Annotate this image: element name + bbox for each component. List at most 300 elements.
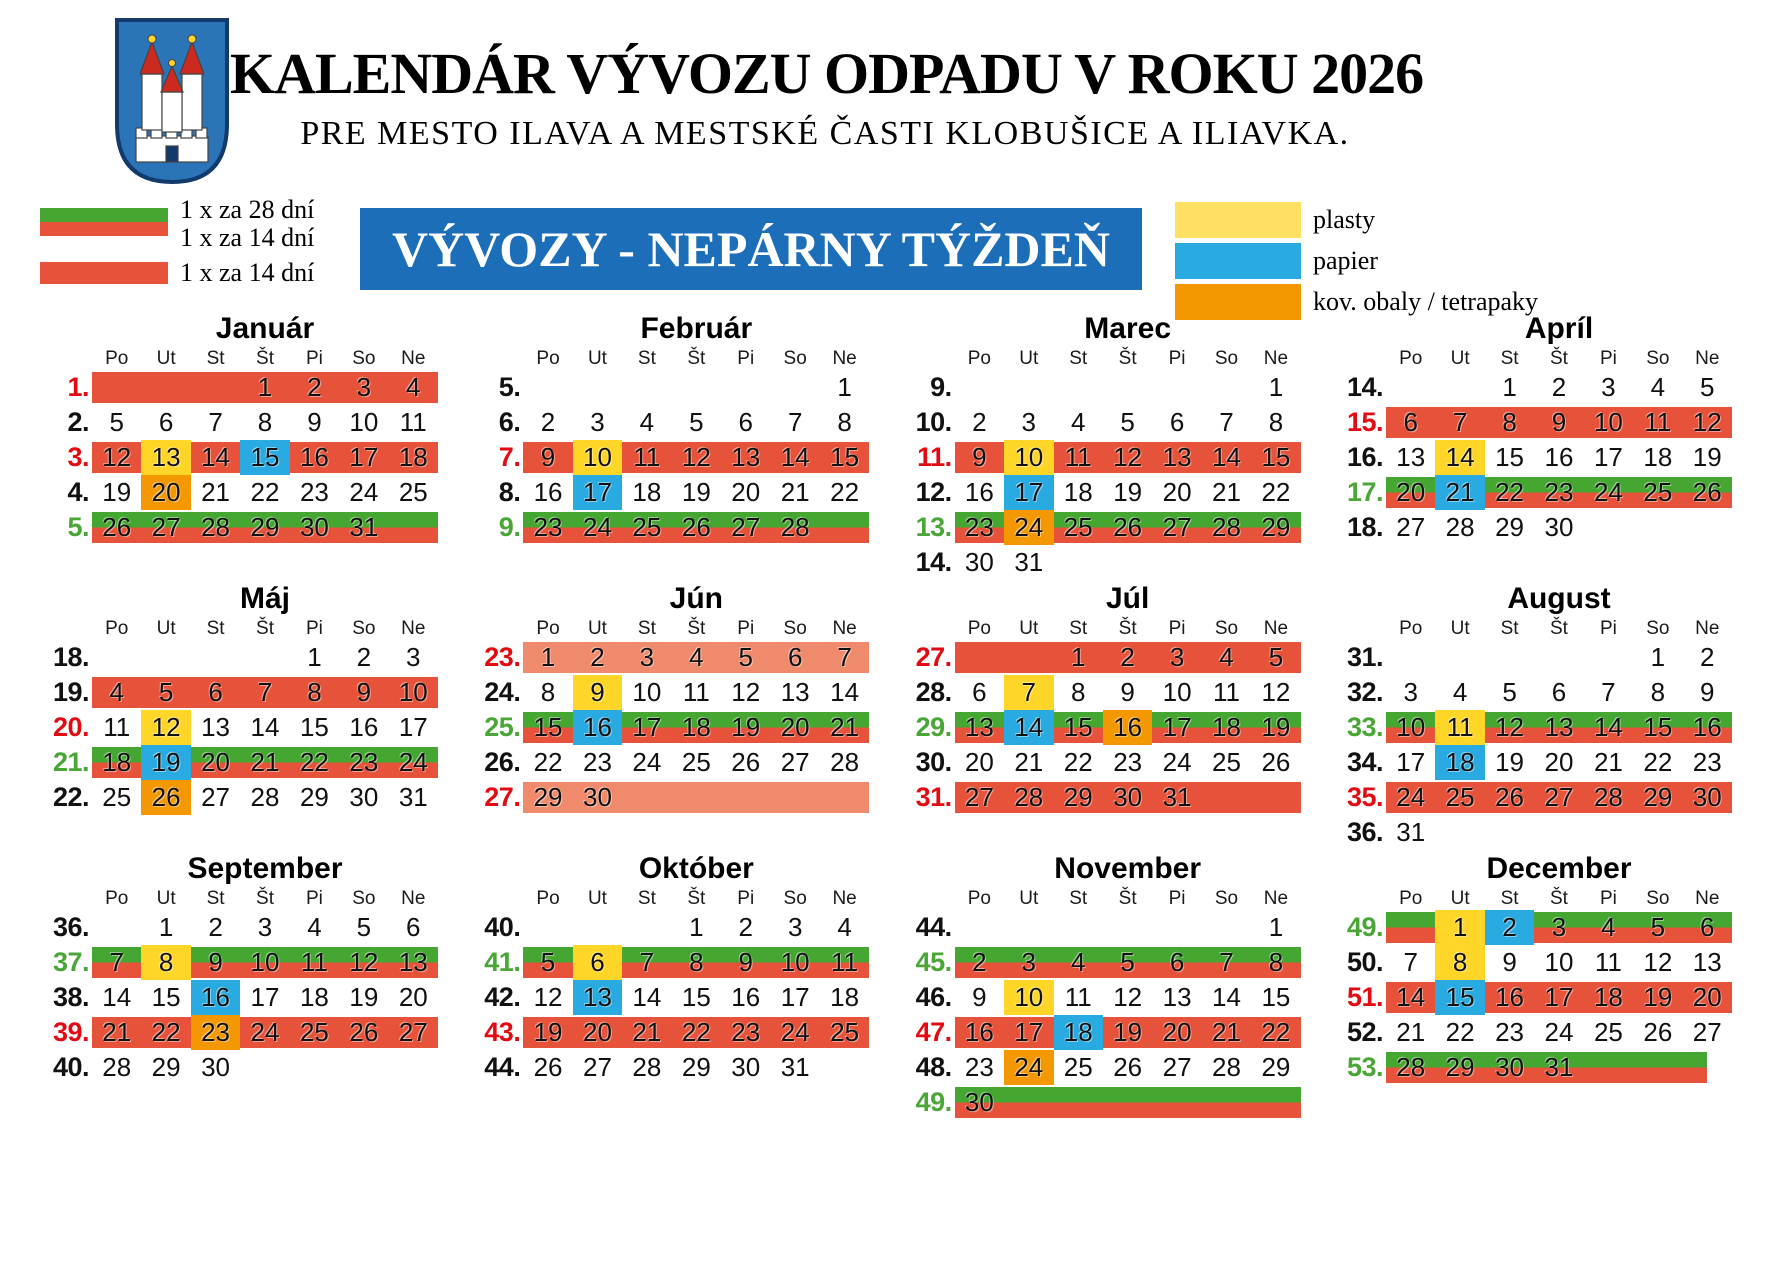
day-cell: 3 [1021, 407, 1037, 437]
day-cell: 27 [780, 747, 810, 777]
week-number: 31. [1346, 642, 1383, 672]
day-cell: 5 [738, 642, 753, 672]
day-header-pi: Pi [737, 888, 755, 909]
legend-row-plasty [1175, 202, 1538, 238]
day-cell: 9 [540, 442, 556, 472]
day-cell: 1 [257, 372, 273, 402]
month-október [477, 852, 869, 1087]
day-cell: 28 [201, 512, 231, 542]
day-cell: 6 [590, 947, 605, 977]
day-cell: 21 [1445, 477, 1475, 507]
day-cell [1202, 372, 1251, 403]
month-title: September [187, 852, 343, 885]
day-header-št: Št [687, 348, 706, 369]
day-cell: 9 [1551, 407, 1567, 437]
week-row [909, 477, 1301, 508]
day-cell: 5 [1120, 947, 1135, 977]
week-number: 36. [52, 912, 89, 942]
week-row [477, 677, 869, 708]
week-number: 26. [484, 747, 521, 777]
day-cell: 1 [689, 912, 704, 942]
day-cell: 20 [1162, 477, 1192, 507]
day-cell: 23 [1692, 747, 1722, 777]
day-cell: 22 [830, 477, 860, 507]
day-cell [141, 642, 190, 673]
day-cell: 20 [583, 1017, 612, 1047]
day-cell [1103, 912, 1152, 943]
day-cell: 5 [356, 912, 372, 942]
day-cell: 12 [1113, 982, 1143, 1012]
week-row [909, 712, 1301, 743]
week-number: 30. [915, 747, 952, 777]
day-cell: 29 [1063, 782, 1093, 812]
day-cell: 21 [201, 477, 231, 507]
day-cell: 24 [398, 747, 428, 777]
day-cell: 21 [1212, 477, 1241, 507]
day-cell: 27 [1692, 1017, 1722, 1047]
day-header-ne: Ne [1263, 618, 1289, 639]
day-cell: 28 [780, 512, 810, 542]
day-cell: 1 [1452, 912, 1468, 942]
day-cell: 17 [583, 477, 612, 507]
day-cell [92, 912, 141, 943]
day-cell: 4 [109, 677, 124, 707]
day-cell: 11 [682, 677, 710, 707]
day-header-row [477, 618, 869, 642]
day-cell: 8 [257, 407, 273, 437]
day-cell: 23 [533, 512, 563, 542]
day-cell: 22 [1495, 477, 1524, 507]
month-title: Október [638, 852, 754, 885]
week-row [1340, 1052, 1732, 1083]
day-cell: 20 [780, 712, 810, 742]
day-cell: 20 [964, 747, 994, 777]
day-cell: 2 [540, 407, 556, 437]
legend-section [0, 188, 1778, 316]
day-cell: 3 [406, 642, 421, 672]
day-cell: 1 [837, 372, 852, 402]
day-cell: 27 [583, 1052, 612, 1082]
day-cell: 17 [780, 982, 810, 1012]
day-header-st: St [1500, 348, 1519, 369]
day-header-row [909, 348, 1301, 372]
day-header-pi: Pi [1599, 618, 1617, 639]
day-cell [92, 642, 141, 673]
day-cell: 14 [201, 442, 231, 472]
legend-row-kovy [1175, 284, 1538, 320]
day-cell: 7 [1403, 947, 1418, 977]
month-august [1340, 582, 1732, 852]
day-cell: 26 [1692, 477, 1722, 507]
day-header-pi: Pi [737, 618, 755, 639]
day-cell: 22 [1445, 1017, 1475, 1047]
day-cell: 23 [964, 512, 994, 542]
week-number: 14. [1346, 372, 1383, 402]
day-cell: 17 [632, 712, 662, 742]
week-number: 13. [915, 512, 952, 542]
day-cell [1251, 1087, 1300, 1118]
day-cell [1103, 1087, 1152, 1118]
day-cell: 24 [1014, 1052, 1044, 1082]
day-cell [955, 642, 1004, 673]
day-cell: 14 [1014, 712, 1044, 742]
dow-spacer [477, 888, 523, 912]
week-row [909, 947, 1301, 978]
day-cell: 29 [1643, 782, 1673, 812]
day-cell: 20 [731, 477, 761, 507]
day-cell: 27 [964, 782, 994, 812]
week-number: 50. [1346, 947, 1383, 977]
day-cell: 9 [590, 677, 605, 707]
page-subtitle: PRE MESTO ILAVA A MESTSKÉ ČASTI KLOBUŠICE A ILIAVKA. [300, 115, 1350, 152]
day-cell: 17 [250, 982, 280, 1012]
day-cell: 1 [1502, 372, 1517, 402]
day-cell [1202, 1087, 1251, 1118]
day-header-ne: Ne [1695, 888, 1720, 909]
day-cell: 21 [780, 477, 810, 507]
day-header-ut: Ut [156, 888, 176, 909]
papier-label: papier [1313, 246, 1378, 275]
day-header-row [46, 348, 438, 372]
day-header-ne: Ne [1695, 618, 1720, 639]
day-cell [1103, 547, 1152, 578]
day-cell: 7 [1601, 677, 1616, 707]
week-row [46, 912, 438, 943]
week-number: 10. [915, 407, 952, 437]
week-number: 33. [1346, 712, 1383, 742]
day-header-pi: Pi [305, 348, 323, 369]
day-cell [1054, 372, 1103, 403]
day-cell: 27 [1544, 782, 1574, 812]
legend-red-bar [40, 222, 168, 236]
day-header-so: So [783, 618, 807, 639]
day-header-pi: Pi [737, 348, 755, 369]
day-cell: 29 [1261, 1052, 1291, 1082]
papier-swatch [1175, 243, 1301, 279]
week-row [477, 712, 869, 743]
day-cell: 8 [307, 677, 322, 707]
week-row [909, 912, 1301, 943]
day-cell: 1 [158, 912, 174, 942]
day-header-st: St [1069, 618, 1088, 639]
day-header-ne: Ne [401, 888, 426, 909]
day-cell: 7 [1219, 407, 1234, 437]
day-cell: 29 [250, 512, 280, 542]
dow-spacer [46, 888, 92, 912]
day-header-st: St [1069, 888, 1088, 909]
week-row [1340, 407, 1732, 438]
day-cell: 31 [1544, 1052, 1574, 1082]
month-február [477, 312, 869, 547]
day-cell: 19 [1261, 712, 1291, 742]
day-cell: 10 [1396, 712, 1426, 742]
day-cell: 3 [1403, 677, 1418, 707]
week-row [909, 677, 1301, 708]
week-row [1340, 512, 1732, 543]
week-row [909, 1017, 1301, 1048]
day-header-row [1340, 348, 1732, 372]
day-cell: 29 [151, 1052, 181, 1082]
day-cell: 23 [1544, 477, 1574, 507]
day-cell [573, 372, 622, 403]
week-row [909, 642, 1301, 673]
week-number: 49. [1346, 912, 1383, 942]
day-cell: 23 [964, 1052, 994, 1082]
week-number: 38. [52, 982, 89, 1012]
day-cell: 18 [102, 747, 132, 777]
day-cell: 19 [1113, 1017, 1143, 1047]
day-cell: 21 [102, 1017, 132, 1047]
day-cell: 25 [830, 1017, 860, 1047]
dow-spacer [909, 888, 955, 912]
day-cell: 16 [964, 1017, 994, 1047]
day-cell [672, 372, 721, 403]
week-number: 35. [1346, 782, 1383, 812]
day-cell: 5 [1502, 677, 1517, 707]
day-cell [1152, 547, 1201, 578]
day-cell: 31 [1162, 782, 1192, 812]
day-cell: 16 [299, 442, 329, 472]
day-header-st: St [206, 348, 225, 369]
week-number: 23. [484, 642, 521, 672]
day-cell: 26 [533, 1052, 563, 1082]
day-cell: 26 [349, 1017, 379, 1047]
week-row [46, 512, 438, 543]
day-cell: 13 [201, 712, 231, 742]
day-cell: 6 [1700, 912, 1715, 942]
week-row [1340, 912, 1732, 943]
day-cell: 23 [731, 1017, 761, 1047]
day-header-pi: Pi [1168, 348, 1186, 369]
day-cell: 28 [1593, 782, 1623, 812]
week-number: 48. [915, 1052, 952, 1082]
day-cell: 6 [1169, 407, 1185, 437]
day-cell: 29 [1445, 1052, 1475, 1082]
day-header-ut: Ut [1019, 888, 1039, 909]
week-number: 16. [1346, 442, 1383, 472]
week-number: 27. [915, 642, 952, 672]
week-row [477, 442, 869, 473]
day-cell: 13 [780, 677, 810, 707]
month-title: August [1507, 582, 1611, 615]
week-row [1340, 947, 1732, 978]
day-cell: 19 [349, 982, 379, 1012]
day-cell: 19 [1643, 982, 1673, 1012]
day-cell: 29 [1261, 512, 1291, 542]
day-cell: 25 [1593, 1017, 1623, 1047]
day-cell: 6 [208, 677, 223, 707]
day-cell: 17 [1396, 747, 1426, 777]
day-cell: 29 [681, 1052, 711, 1082]
day-cell: 2 [738, 912, 753, 942]
day-cell: 23 [1495, 1017, 1524, 1047]
day-cell: 9 [1502, 947, 1517, 977]
kovy-label: kov. obaly / tetrapaky [1313, 287, 1539, 316]
day-cell: 6 [406, 912, 421, 942]
day-cell: 10 [349, 407, 379, 437]
legend-materials [1175, 202, 1538, 325]
week-row [46, 712, 438, 743]
day-header-po: Po [536, 618, 560, 639]
day-cell: 18 [1445, 747, 1475, 777]
month-title: Jún [669, 582, 723, 615]
day-cell: 20 [201, 747, 231, 777]
week-number: 37. [52, 947, 89, 977]
page-header [0, 0, 1778, 188]
day-cell: 3 [787, 912, 803, 942]
day-cell [1633, 512, 1682, 543]
day-cell [240, 1052, 289, 1083]
day-cell: 15 [533, 712, 563, 742]
week-number: 40. [52, 1052, 89, 1082]
day-cell: 13 [1396, 442, 1426, 472]
day-cell: 3 [257, 912, 273, 942]
day-header-ne: Ne [1263, 888, 1289, 909]
day-cell: 5 [1120, 407, 1135, 437]
day-cell: 3 [1601, 372, 1616, 402]
day-cell [820, 1052, 869, 1083]
week-row [909, 442, 1301, 473]
week-row [477, 407, 869, 438]
month-title: November [1054, 852, 1202, 885]
day-cell: 23 [583, 747, 612, 777]
day-cell: 11 [300, 947, 328, 977]
week-row [46, 677, 438, 708]
day-cell: 2 [972, 407, 987, 437]
day-cell [240, 642, 289, 673]
day-cell: 6 [787, 642, 803, 672]
dow-spacer [477, 348, 523, 372]
week-number: 15. [1346, 407, 1383, 437]
week-row [46, 947, 438, 978]
day-cell: 4 [1070, 407, 1086, 437]
week-number: 49. [915, 1087, 952, 1117]
day-header-po: Po [105, 348, 129, 369]
day-cell [622, 372, 671, 403]
day-header-ne: Ne [832, 618, 857, 639]
day-header-ut: Ut [1450, 348, 1470, 369]
day-cell: 29 [533, 782, 563, 812]
week-row [477, 747, 869, 778]
month-január [46, 312, 438, 547]
day-cell: 28 [102, 1052, 132, 1082]
week-number: 21. [52, 747, 89, 777]
day-header-ut: Ut [587, 888, 607, 909]
day-cell: 12 [1261, 677, 1291, 707]
day-cell: 2 [1502, 912, 1517, 942]
kovy-swatch [1175, 284, 1301, 320]
week-number: 6. [498, 407, 521, 437]
day-cell: 10 [632, 677, 662, 707]
day-cell: 25 [299, 1017, 329, 1047]
day-header-po: Po [536, 888, 560, 909]
day-cell: 14 [830, 677, 860, 707]
week-row [1340, 372, 1732, 403]
day-cell: 22 [1261, 477, 1291, 507]
week-number: 5. [67, 512, 89, 542]
day-cell: 11 [633, 442, 661, 472]
day-cell: 27 [151, 512, 181, 542]
week-number: 8. [498, 477, 521, 507]
day-cell: 30 [299, 512, 329, 542]
week-row [46, 642, 438, 673]
day-header-št: Št [1118, 618, 1137, 639]
week-number: 24. [484, 677, 521, 707]
day-cell: 3 [1169, 642, 1185, 672]
month-title: Apríl [1524, 312, 1594, 345]
week-number: 19. [52, 677, 89, 707]
day-cell: 2 [356, 642, 372, 672]
day-cell: 8 [1502, 407, 1517, 437]
day-cell: 26 [1261, 747, 1291, 777]
day-cell: 29 [1495, 512, 1524, 542]
day-cell [1004, 912, 1053, 943]
day-cell: 22 [250, 477, 280, 507]
day-header-ut: Ut [1450, 888, 1470, 909]
day-cell: 22 [299, 747, 329, 777]
day-cell: 9 [208, 947, 223, 977]
day-header-št: Št [1550, 348, 1568, 369]
week-row [1340, 442, 1732, 473]
week-row [1340, 677, 1732, 708]
day-header-po: Po [1399, 888, 1423, 909]
day-header-so: So [1214, 888, 1239, 909]
day-cell: 16 [1544, 442, 1574, 472]
day-cell: 12 [681, 442, 711, 472]
day-cell: 6 [1169, 947, 1185, 977]
day-cell [191, 642, 240, 673]
day-cell: 18 [1063, 1017, 1093, 1047]
day-cell: 22 [533, 747, 563, 777]
week-number: 9. [930, 372, 952, 402]
day-cell [1386, 372, 1435, 403]
day-cell: 13 [1544, 712, 1574, 742]
day-cell: 12 [102, 442, 132, 472]
week-number: 40. [484, 912, 521, 942]
day-cell [770, 782, 819, 813]
day-cell [770, 372, 819, 403]
day-cell: 13 [151, 442, 181, 472]
day-cell: 25 [1643, 477, 1673, 507]
day-cell [672, 782, 721, 813]
week-row [1340, 982, 1732, 1013]
week-number: 17. [1346, 477, 1383, 507]
day-cell: 21 [632, 1017, 662, 1047]
day-cell [1004, 642, 1053, 673]
dow-spacer [1340, 348, 1386, 372]
day-cell: 13 [398, 947, 428, 977]
day-header-ne: Ne [401, 618, 426, 639]
week-row [477, 782, 869, 813]
day-cell: 17 [1544, 982, 1574, 1012]
day-cell: 8 [1070, 677, 1086, 707]
day-cell: 23 [299, 477, 329, 507]
week-number: 53. [1346, 1052, 1383, 1082]
day-cell: 16 [583, 712, 612, 742]
day-cell: 17 [1162, 712, 1192, 742]
legend-28-14-labels [180, 196, 314, 252]
week-row [477, 982, 869, 1013]
day-header-row [46, 888, 438, 912]
week-number: 52. [1346, 1017, 1383, 1047]
day-header-so: So [1646, 348, 1670, 369]
page-title: KALENDÁR VÝVOZU ODPADU V ROKU 2026 [230, 41, 1424, 106]
day-cell [339, 1052, 388, 1083]
day-cell: 28 [250, 782, 280, 812]
day-header-ut: Ut [156, 618, 176, 639]
week-row [46, 372, 438, 403]
day-header-pi: Pi [305, 618, 323, 639]
